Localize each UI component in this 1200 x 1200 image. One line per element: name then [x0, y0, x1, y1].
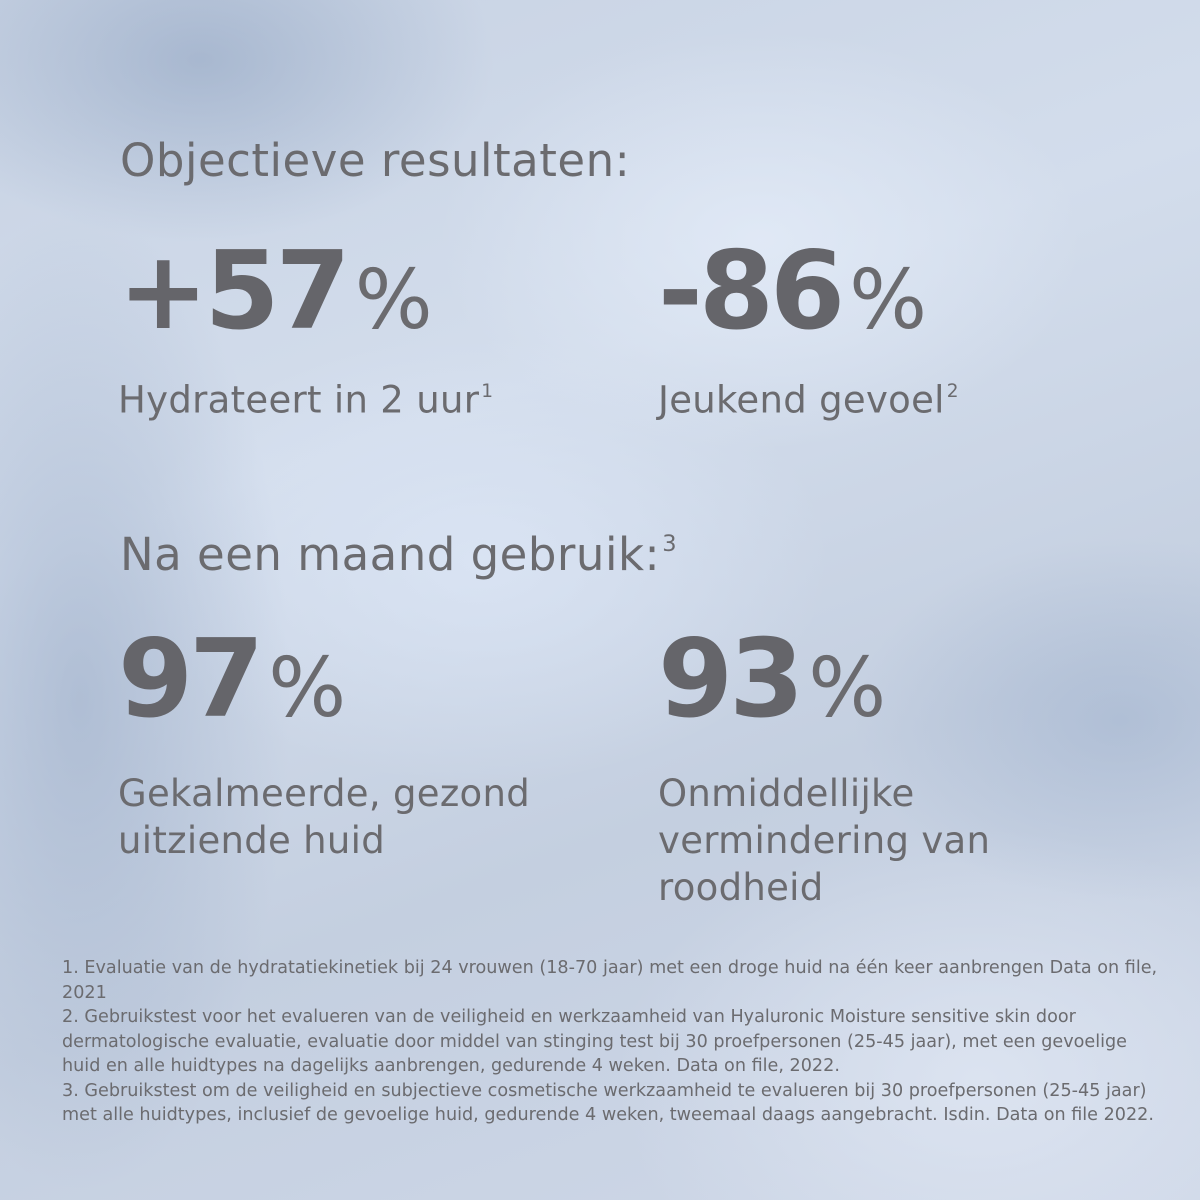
stat-number: +57 — [118, 229, 347, 354]
stat-redness-reduction — [658, 617, 991, 911]
section-heading-objective-results — [120, 134, 631, 187]
stat-percent-sign: % — [849, 253, 928, 348]
footnote-2: 2. Gebruikstest voor het evalueren van de veiligheid en werkzaamheid van Hyaluronic Moisture sensitive skin door dermatologische evaluatie, evaluatie door middel van stinging test bij 30 proefpersonen (25-45 jaar), met een gevoelige huid en alle huidtypes na dagelijks aanbrengen, gedurende 4 weken. Data on file, 2022. — [62, 1007, 1127, 1076]
stat-caption — [658, 770, 990, 911]
stat-value — [658, 617, 990, 742]
section-heading-text: Objectieve resultaten: — [120, 134, 631, 187]
section-heading-after-one-month — [120, 528, 678, 581]
footnote-1: 1. Evaluatie van de hydratatiekinetiek bij 24 vrouwen (18-70 jaar) met een droge huid na één keer aanbrengen Data on file, 2021 — [62, 958, 1158, 1003]
stat-value — [118, 229, 493, 354]
footnote-3: 3. Gebruikstest om de veiligheid en subjectieve cosmetische werkzaamheid te evalueren bij 30 proefpersonen (25-45 jaar) met alle huidtypes, inclusief de gevoelige huid, gedurende 4 weken, tweemaal daags aangebracht. Isdin. Data on file 2022. — [62, 1080, 1154, 1125]
stat-percent-sign: % — [808, 641, 887, 736]
stat-percent-sign: % — [268, 641, 347, 736]
stat-value — [658, 229, 959, 354]
stat-caption-line: Gekalmeerde, gezond — [118, 772, 531, 815]
stat-number: -86 — [658, 229, 842, 354]
stat-caption-text: Hydrateert in 2 uur — [118, 378, 480, 422]
footnotes — [62, 956, 1162, 1128]
stat-itching — [658, 229, 959, 424]
stat-caption-text: Jeukend gevoel — [658, 378, 945, 422]
stat-hydration — [118, 229, 494, 424]
stat-caption-line: vermindering van — [658, 819, 991, 862]
footnote-ref: 3 — [662, 530, 678, 557]
stat-caption-line: roodheid — [658, 866, 824, 909]
stat-calmed-skin — [118, 617, 531, 864]
stat-number: 97 — [118, 617, 261, 742]
stat-caption-line: Onmiddellijke — [658, 772, 915, 815]
footnote-ref: 2 — [946, 381, 959, 402]
stat-percent-sign: % — [354, 253, 433, 348]
footnote-ref: 1 — [481, 381, 494, 402]
stat-value — [118, 617, 530, 742]
stat-caption — [118, 770, 530, 864]
stat-number: 93 — [658, 617, 801, 742]
section-heading-text: Na een maand gebruik: — [120, 528, 661, 581]
stat-caption — [118, 368, 493, 424]
stat-caption — [658, 368, 959, 424]
stat-caption-line: uitziende huid — [118, 819, 386, 862]
